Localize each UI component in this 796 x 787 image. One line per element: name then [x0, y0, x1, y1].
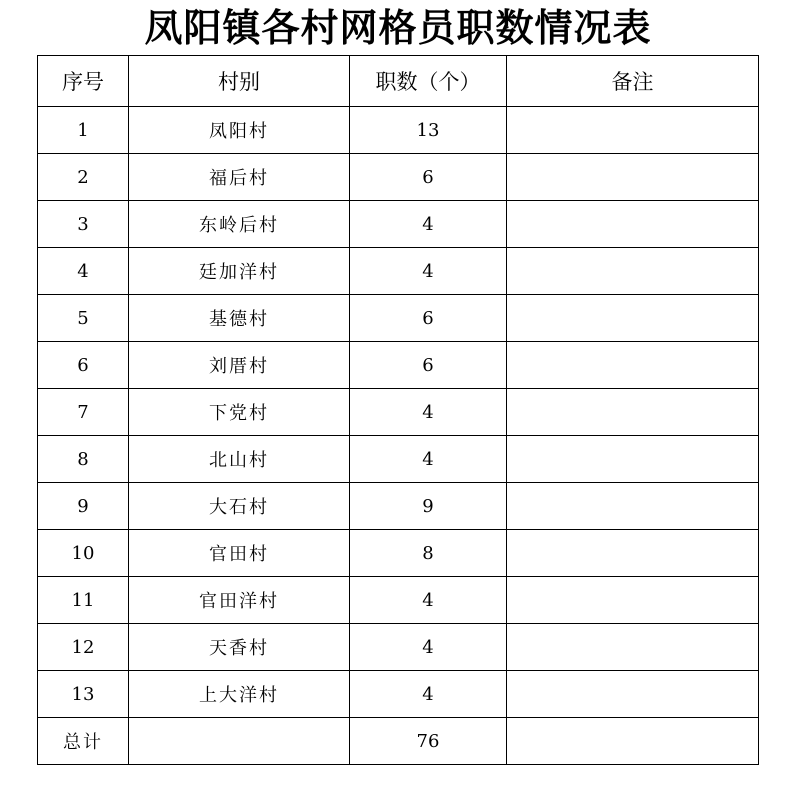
- document-title: 凤阳镇各村网格员职数情况表: [144, 5, 652, 50]
- table-total-row: [38, 718, 759, 765]
- cell-index: 13: [38, 671, 129, 718]
- cell-count: 4: [350, 201, 507, 248]
- cell-village: 官田洋村: [129, 577, 350, 624]
- cell-village: 基德村: [129, 295, 350, 342]
- cell-count: 9: [350, 483, 507, 530]
- cell-remark: [507, 107, 759, 154]
- cell-count: 13: [350, 107, 507, 154]
- cell-index: 7: [38, 389, 129, 436]
- cell-village: 凤阳村: [129, 107, 350, 154]
- table-row: [38, 248, 759, 295]
- cell-index: 8: [38, 436, 129, 483]
- cell-village: 官田村: [129, 530, 350, 577]
- cell-index: 9: [38, 483, 129, 530]
- cell-village: 北山村: [129, 436, 350, 483]
- table-row: [38, 436, 759, 483]
- table-row: [38, 483, 759, 530]
- cell-remark: [507, 389, 759, 436]
- grid-staff-table: [37, 55, 759, 765]
- cell-village: 福后村: [129, 154, 350, 201]
- table-row: [38, 577, 759, 624]
- cell-total-label: 总计: [38, 718, 129, 765]
- cell-index: 3: [38, 201, 129, 248]
- cell-count: 4: [350, 436, 507, 483]
- cell-index: 5: [38, 295, 129, 342]
- cell-total-remark: [507, 718, 759, 765]
- table-row: [38, 154, 759, 201]
- cell-village: 刘厝村: [129, 342, 350, 389]
- cell-index: 11: [38, 577, 129, 624]
- cell-count: 6: [350, 342, 507, 389]
- table-row: [38, 107, 759, 154]
- cell-index: 1: [38, 107, 129, 154]
- table-row: [38, 389, 759, 436]
- cell-count: 6: [350, 295, 507, 342]
- cell-remark: [507, 436, 759, 483]
- cell-count: 6: [350, 154, 507, 201]
- cell-remark: [507, 295, 759, 342]
- header-count: 职数（个）: [350, 56, 507, 107]
- table-row: [38, 624, 759, 671]
- cell-count: 4: [350, 671, 507, 718]
- cell-total-count: 76: [350, 718, 507, 765]
- header-index: 序号: [38, 56, 129, 107]
- cell-village: 上大洋村: [129, 671, 350, 718]
- cell-remark: [507, 577, 759, 624]
- cell-index: 12: [38, 624, 129, 671]
- header-remark: 备注: [507, 56, 759, 107]
- table-row: [38, 530, 759, 577]
- cell-remark: [507, 483, 759, 530]
- table-row: [38, 342, 759, 389]
- table-header-row: [38, 56, 759, 107]
- cell-count: 4: [350, 624, 507, 671]
- cell-index: 10: [38, 530, 129, 577]
- cell-village: 廷加洋村: [129, 248, 350, 295]
- cell-remark: [507, 201, 759, 248]
- cell-count: 4: [350, 577, 507, 624]
- cell-village: 东岭后村: [129, 201, 350, 248]
- cell-index: 6: [38, 342, 129, 389]
- cell-remark: [507, 154, 759, 201]
- cell-index: 2: [38, 154, 129, 201]
- table-row: [38, 201, 759, 248]
- table-row: [38, 295, 759, 342]
- cell-count: 8: [350, 530, 507, 577]
- table-row: [38, 671, 759, 718]
- header-village: 村别: [129, 56, 350, 107]
- cell-village: 天香村: [129, 624, 350, 671]
- cell-remark: [507, 530, 759, 577]
- cell-remark: [507, 248, 759, 295]
- cell-remark: [507, 624, 759, 671]
- cell-remark: [507, 671, 759, 718]
- cell-total-village: [129, 718, 350, 765]
- cell-remark: [507, 342, 759, 389]
- cell-count: 4: [350, 248, 507, 295]
- cell-village: 大石村: [129, 483, 350, 530]
- cell-index: 4: [38, 248, 129, 295]
- cell-count: 4: [350, 389, 507, 436]
- cell-village: 下党村: [129, 389, 350, 436]
